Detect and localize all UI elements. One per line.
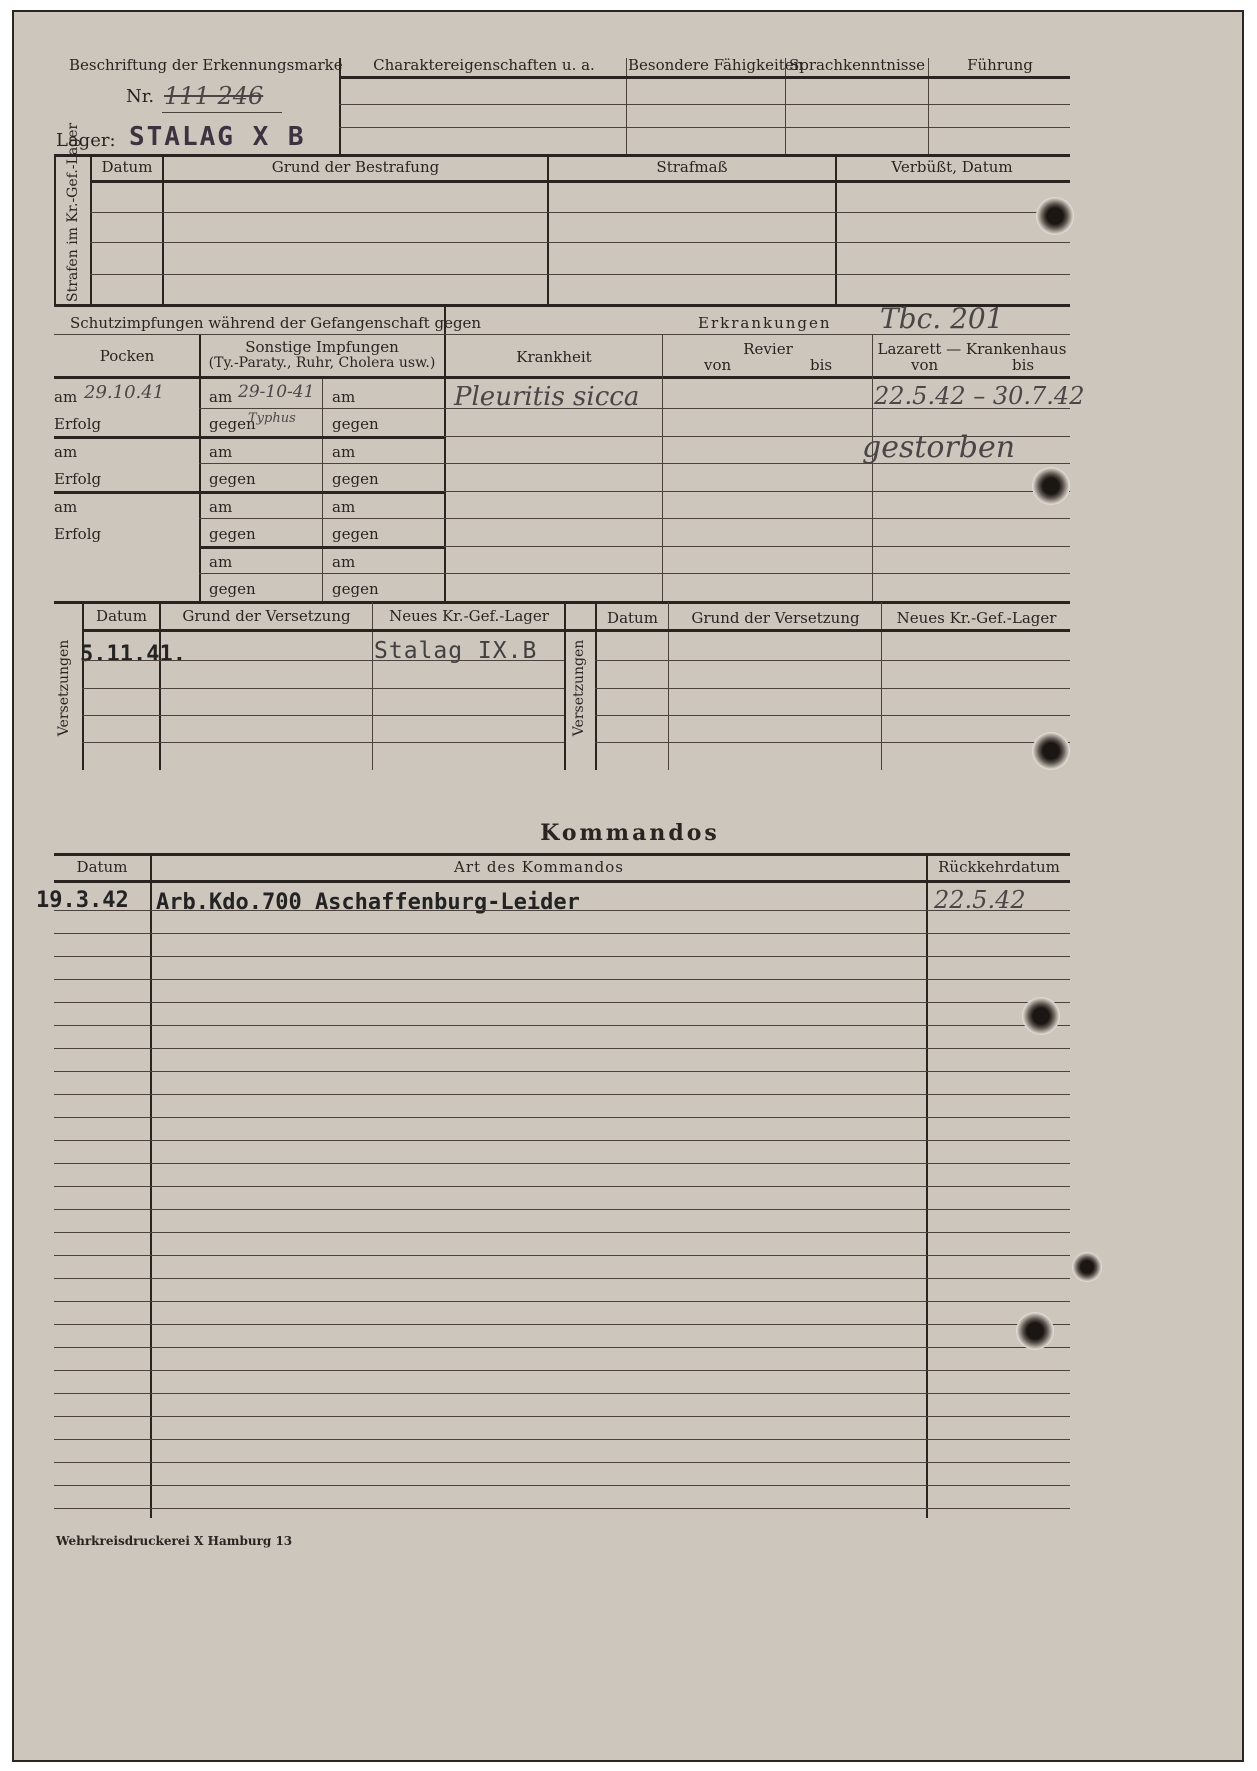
punishments-col-reason: Grund der Bestrafung	[271, 158, 440, 176]
nr-value: 111 246	[164, 82, 264, 110]
erfolg-label: Erfolg	[54, 470, 102, 488]
ruled-line	[54, 1439, 1070, 1440]
punch-hole	[1036, 197, 1074, 235]
pox-erfolg-label: Erfolg	[54, 415, 102, 433]
pox-am-label: am	[54, 388, 78, 406]
punch-hole	[1032, 467, 1070, 505]
ruled-line	[54, 910, 1070, 911]
am-label: am	[332, 388, 356, 406]
ward-von: von	[704, 356, 732, 374]
kommando-col-type: Art des Kommandos	[454, 858, 624, 876]
transfer-col-new-camp-2: Neues Kr.-Gef.-Lager	[896, 609, 1057, 627]
gegen-label: gegen	[332, 470, 379, 488]
ruled-line	[54, 1117, 1070, 1118]
ruled-line	[54, 1393, 1070, 1394]
transfers-side-label-left: Versetzungen	[56, 639, 72, 737]
ruled-line	[54, 1278, 1070, 1279]
ruled-line	[54, 1209, 1070, 1210]
lager-label: Lager:	[56, 130, 116, 151]
kommandos-title: Kommandos	[540, 820, 720, 846]
hospital-bis: bis	[1012, 356, 1035, 374]
ruled-line	[54, 1324, 1070, 1325]
other-against: Typhus	[248, 411, 296, 426]
punishments-col-measure: Strafmaß	[656, 158, 728, 176]
gegen-label: gegen	[332, 525, 379, 543]
ruled-line	[54, 1255, 1070, 1256]
ruled-line	[54, 1002, 1070, 1003]
vaccinations-title: Schutzimpfungen während der Gefangenschaft gegen	[70, 314, 482, 332]
kommando-col-return: Rückkehrdatum	[938, 858, 1060, 876]
illness-entry: Pleuritis sicca	[454, 382, 640, 412]
id-tag-label: Beschriftung der Erkennungsmarke	[69, 56, 343, 74]
ruled-line	[54, 933, 1070, 934]
gegen-label: gegen	[209, 525, 256, 543]
ruled-line	[54, 1048, 1070, 1049]
am-label: am	[54, 443, 78, 461]
am-label: am	[332, 498, 356, 516]
nr-label: Nr.	[126, 86, 155, 107]
ruled-line	[54, 1186, 1070, 1187]
record-card	[12, 10, 1244, 1762]
gegen-label: gegen	[209, 415, 256, 433]
ruled-line	[54, 1094, 1070, 1095]
transfer-col-reason: Grund der Versetzung	[182, 607, 351, 625]
illnesses-title: Erkrankungen	[698, 314, 832, 332]
kommando-row1-return: 22.5.42	[934, 886, 1026, 914]
col-character: Charaktereigenschaften u. a.	[373, 56, 595, 74]
pox-date: 29.10.41	[84, 382, 165, 403]
vacc-col-other: Sonstige Impfungen	[245, 338, 399, 356]
ruled-line	[54, 979, 1070, 980]
col-conduct: Führung	[967, 56, 1033, 74]
ruled-line	[54, 1071, 1070, 1072]
ruled-line	[54, 1485, 1070, 1486]
ruled-line	[54, 1025, 1070, 1026]
ruled-line	[54, 1508, 1070, 1509]
am-label: am	[209, 498, 233, 516]
kommando-row1-date: 19.3.42	[36, 888, 129, 913]
vacc-col-pox: Pocken	[99, 347, 155, 365]
transfer-col-date: Datum	[96, 607, 147, 625]
am-label: am	[332, 553, 356, 571]
other-am-label: am	[209, 388, 233, 406]
kommando-row1-type: Arb.Kdo.700 Aschaffenburg-Leider	[156, 890, 580, 915]
punishments-col-date: Datum	[101, 158, 153, 176]
ruled-line	[54, 1370, 1070, 1371]
nr-underline	[162, 112, 282, 113]
kommando-col-date: Datum	[76, 858, 128, 876]
illness-col-hospital: Lazarett — Krankenhaus	[877, 340, 1067, 358]
gegen-label: gegen	[209, 470, 256, 488]
punch-hole	[1022, 997, 1060, 1035]
punch-hole	[1016, 1312, 1054, 1350]
erfolg-label: Erfolg	[54, 525, 102, 543]
printer-imprint: Wehrkreisdruckerei X Hamburg 13	[56, 1534, 293, 1548]
punishments-col-served: Verbüßt, Datum	[891, 158, 1013, 176]
punch-hole	[1072, 1252, 1102, 1282]
col-skills: Besondere Fähigkeiten	[628, 56, 804, 74]
vacc-col-other-sub: (Ty.-Paraty., Ruhr, Cholera usw.)	[208, 355, 436, 371]
ruled-line	[54, 1232, 1070, 1233]
hospital-dates: 22.5.42 – 30.7.42	[874, 382, 1085, 410]
transfer-row1-camp: Stalag IX.B	[374, 638, 538, 664]
ruled-line	[54, 1462, 1070, 1463]
punch-hole	[1032, 732, 1070, 770]
ruled-line	[54, 1416, 1070, 1417]
transfers-side-label-right: Versetzungen	[571, 639, 587, 737]
other-date: 29-10-41	[238, 382, 315, 402]
ruled-line	[54, 1301, 1070, 1302]
am-label: am	[209, 443, 233, 461]
ruled-line	[54, 1163, 1070, 1164]
hospital-von: von	[911, 356, 939, 374]
transfer-col-date-2: Datum	[607, 609, 658, 627]
col-languages: Sprachkenntnisse	[788, 56, 926, 74]
gegen-label: gegen	[209, 580, 256, 598]
punishments-side-label: Strafen im Kr.-Gef.-Lager	[65, 122, 81, 302]
am-label: am	[332, 443, 356, 461]
ward-bis: bis	[810, 356, 833, 374]
illness-col-name: Krankheit	[516, 348, 592, 366]
ruled-line	[54, 956, 1070, 957]
transfer-col-reason-2: Grund der Versetzung	[691, 609, 860, 627]
lager-stamp: STALAG X B	[129, 122, 306, 152]
transfer-col-new-camp: Neues Kr.-Gef.-Lager	[389, 607, 549, 625]
illness-col-ward: Revier	[743, 340, 793, 358]
ruled-line	[54, 1347, 1070, 1348]
am-label: am	[209, 553, 233, 571]
transfer-row1-date: 5.11.41.	[80, 642, 186, 667]
illness-note: gestorben	[862, 430, 1016, 465]
ruled-line	[54, 1140, 1070, 1141]
gegen-label: gegen	[332, 415, 379, 433]
illness-handwritten-note: Tbc. 201	[880, 302, 1004, 335]
gegen-label: gegen	[332, 580, 379, 598]
am-label: am	[54, 498, 78, 516]
